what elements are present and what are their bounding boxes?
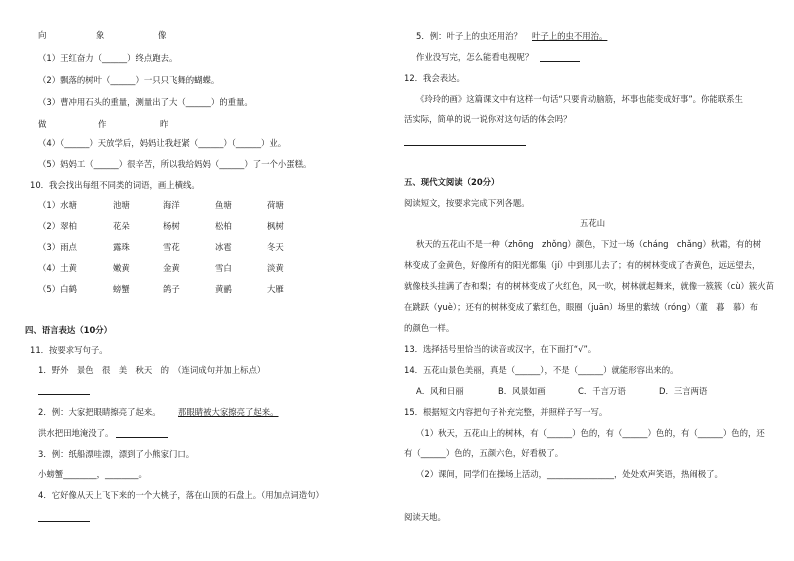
word: 松柏 [215, 221, 232, 231]
question-12: 12．我会表达。 [404, 73, 465, 83]
char-zuo-3: 昨 [160, 119, 169, 129]
sentence-task-1: 1．野外 景色 很 美 秋天 的 （连词成句并加上标点） [38, 365, 266, 375]
right-q5-prompt: 作业没写完，怎么能看电视呢？ [416, 52, 534, 62]
story-line-3: 就像枝头挂满了杏和梨；有的树林变成了火红色，风一吹，树林就起舞来，就像一簇簇（cù）簇火苗 [404, 281, 775, 291]
question-13: 13．选择括号里恰当的读音或汉字，在下面打“√”。 [404, 344, 597, 354]
question-15-part-1a: （1）秋天，五花山上的树林，有（______）色的，有（______）色的，有（______）色的，还 [416, 428, 765, 438]
word: 黄鹂 [215, 284, 232, 294]
char-xiang-2: 象 [96, 30, 105, 40]
question-3: （3）曹冲用石头的重量，测量出了大（______）的重量。 [38, 97, 253, 107]
group-row-1 [38, 200, 284, 211]
sentence-task-2-prompt: 洪水把田地淹没了。 [38, 428, 114, 438]
group-row-3 [38, 242, 284, 253]
answer-line-2[interactable] [116, 437, 168, 438]
group-row-2 [38, 221, 284, 232]
word: （3）雨点 [38, 242, 77, 252]
question-1: （1）王红奋力（______）终点跑去。 [38, 53, 178, 63]
word: 荷塘 [267, 200, 284, 210]
word: 冰雹 [215, 242, 232, 252]
group-row-5 [38, 284, 284, 295]
word: 杨树 [163, 221, 180, 231]
word: 鱼塘 [215, 200, 232, 210]
story-line-2: 林变成了金黄色，好像所有的阳光都集（jí）中到那儿去了；有的树林变成了杏黄色，远远望去， [404, 260, 761, 270]
word: 雪花 [163, 242, 180, 252]
question-12-body-1: 《玲玲的画》这篇课文中有这样一句话“只要肯动脑筋，坏事也能变成好事”。你能联系生 [416, 94, 743, 104]
char-zuo-1: 做 [38, 119, 47, 129]
right-q5-example: 5．例：叶子上的虫还用治？ [416, 31, 522, 41]
answer-line-12[interactable] [404, 145, 526, 146]
word: 花朵 [113, 221, 130, 231]
word: 金黄 [163, 263, 180, 273]
question-10: 10．我会找出每组不同类的词语，画上横线。 [30, 180, 200, 190]
sentence-task-3-prompt: 小螃蟹________，________。 [38, 469, 147, 479]
story-line-4: 在跳跃（yuè）；还有的树林变成了紫红色，眼圈（juān）场里的紫绒（róng）（董 暮 慕）布 [404, 302, 758, 312]
question-4: （4）（______）天放学后，妈妈让我赶紧（______）（______）业。 [38, 138, 287, 148]
section-5-heading: 五、现代文阅读（20分） [404, 177, 500, 187]
story-title: 五花山 [580, 218, 606, 228]
word: 大雁 [267, 284, 284, 294]
word: （5）白鹤 [38, 284, 77, 294]
question-12-body-2: 活实际，简单的说一说你对这句话的体会吗？ [404, 114, 572, 124]
word: 雪白 [215, 263, 232, 273]
question-11: 11．按要求写句子。 [30, 345, 108, 355]
choice-c[interactable]: C．千言万语 [578, 386, 626, 396]
row-xiang [38, 30, 167, 41]
story-line-1: 秋天的五花山不是一种（zhōng zhǒng）颜色，下过一场（cháng chǎng）秋霜，有的树 [416, 239, 762, 249]
char-zuo-2: 作 [98, 119, 107, 129]
word: （1）水塘 [38, 200, 77, 210]
right-q5-model: 叶子上的虫不用治。 [532, 31, 608, 41]
reading-instructions: 阅读短文，按要求完成下列各题。 [404, 198, 530, 208]
word: 枫树 [267, 221, 284, 231]
answer-line-r5[interactable] [540, 61, 580, 62]
reading-corner-heading: 阅读天地。 [404, 512, 446, 522]
question-2: （2）飘落的树叶（______）一只只飞舞的蝴蝶。 [38, 75, 220, 85]
answer-line-4[interactable] [38, 521, 90, 522]
choice-d[interactable]: D．三言两语 [659, 386, 708, 396]
choices-row [416, 386, 708, 397]
word: 海洋 [163, 200, 180, 210]
word: 淡黄 [267, 263, 284, 273]
section-4-heading: 四、语言表达（10分） [25, 325, 113, 335]
word: 池塘 [113, 200, 130, 210]
choice-b[interactable]: B．风景如画 [498, 386, 546, 396]
word: 冬天 [267, 242, 284, 252]
word: 嫩黄 [113, 263, 130, 273]
sentence-task-2-example: 2．例：大家把眼睛擦亮了起来。 [38, 407, 161, 417]
word: 螃蟹 [113, 284, 130, 294]
question-5: （5）妈妈工（______）很辛苦，所以我给妈妈（______）了一个小蛋糕。 [38, 159, 312, 169]
char-xiang-3: 像 [158, 30, 167, 40]
word: 露珠 [113, 242, 130, 252]
word: （4）土黄 [38, 263, 77, 273]
word: （2）翠柏 [38, 221, 77, 231]
sentence-task-4: 4．它好像从天上飞下来的一个大桃子，落在山顶的石盘上。（用加点词造句） [38, 490, 324, 500]
answer-line-1[interactable] [38, 394, 90, 395]
question-14: 14．五花山景色美丽，真是（______），不是（______）就能形容出来的。 [404, 365, 679, 375]
story-line-5: 的颜色一样。 [404, 323, 455, 333]
char-xiang-1: 向 [38, 30, 47, 40]
row-zuo [38, 119, 169, 130]
group-row-4 [38, 263, 284, 274]
sentence-task-2-model: 那眼睛被大家擦亮了起来。 [178, 407, 279, 417]
question-15-part-1b: 有（______）色的，五颜六色，好看极了。 [404, 448, 564, 458]
question-15: 15．根据短文内容把句子补充完整，并照样子写一写。 [404, 407, 608, 417]
word: 鸽子 [163, 284, 180, 294]
choice-a[interactable]: A．风和日丽 [416, 386, 464, 396]
sentence-task-3-example: 3．例：纸船漂哇漂，漂到了小熊家门口。 [38, 449, 195, 459]
question-15-part-2: （2）课间，同学们在操场上活动，________________，处处欢声笑语，热闹极了。 [416, 469, 723, 479]
